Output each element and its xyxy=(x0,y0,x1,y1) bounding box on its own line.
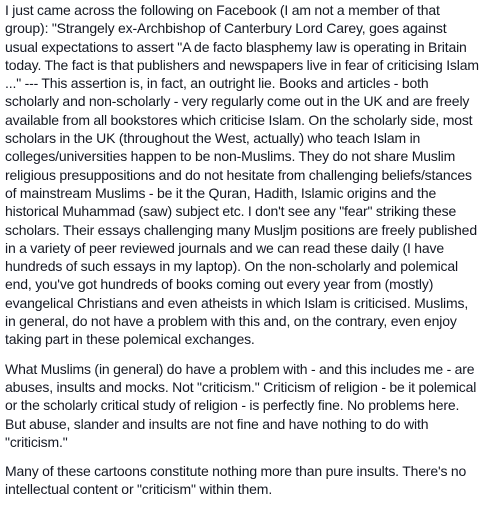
post-paragraph-1: I just came across the following on Facebook (I am not a member of that group): "Strangely ex-Archbishop of Canterbury Lord Carey, goes against usual expectations to assert "A de facto blasphemy law is operating in Britain today. The fact is that publishers and newspapers live in fear of criticising Islam ..." --- This assertion is, in fact, an outright lie. Books and articles - both scholarly and non-scholarly - very regularly come out in the UK and are freely available from all bookstores which criticise Islam. On the scholarly side, most scholars in the UK (throughout the West, actually) who teach Islam in colleges/universities happen to be non-Muslims. They do not share Muslim religious presuppositions and do not hesitate from challenging beliefs/stances of mainstream Muslims - be it the Quran, Hadith, Islamic origins and the historical Muhammad (saw) subject etc. I don't see any "fear" striking these scholars. Their essays challenging many Musljm positions are freely published in a variety of peer reviewed journals and we can read these daily (I have hundreds of such essays in my laptop). On the non-scholarly and polemical end, you've got hundreds of books coming out every year from (mostly) evangelical Christians and even atheists in which Islam is criticised. Muslims, in general, do not have a problem with this and, on the contrary, even enjoy taking part in these polemical exchanges. xyxy=(5,2,479,348)
post-paragraph-2: What Muslims (in general) do have a problem with - and this includes me - are abuses, insults and mocks. Not "criticism." Criticism of religion - be it polemical or the scholarly critical study of religion - is perfectly fine. No problems here. But abuse, slander and insults are not fine and have nothing to do with "criticism." xyxy=(5,360,477,450)
post-paragraph-3: Many of these cartoons constitute nothing more than pure insults. There's no intellectual content or "criticism" within them. xyxy=(5,463,467,498)
